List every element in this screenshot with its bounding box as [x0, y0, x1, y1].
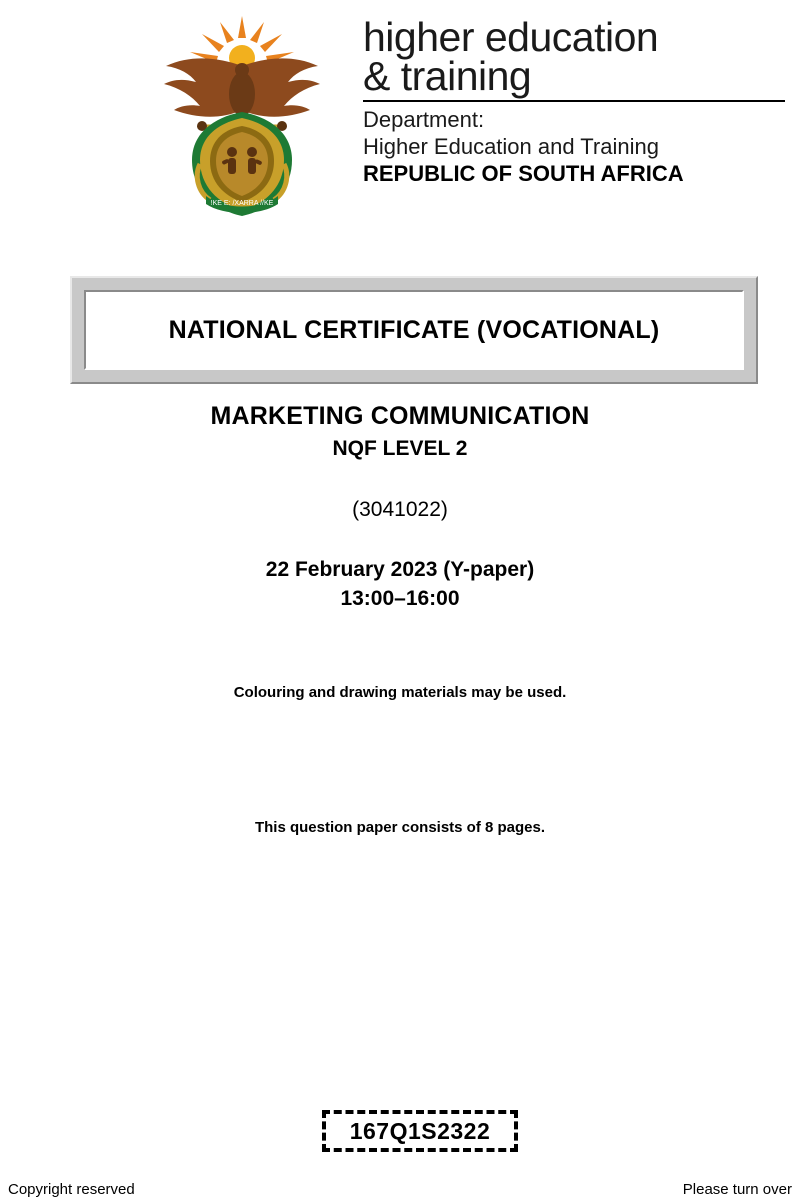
south-african-coat-of-arms-icon	[150, 14, 335, 219]
dept-name: Higher Education and Training	[363, 134, 659, 159]
materials-note: Colouring and drawing materials may be used.	[233, 684, 567, 701]
page-count-note: This question paper consists of 8 pages.	[254, 819, 546, 836]
nqf-level: NQF LEVEL 2	[332, 437, 468, 460]
dept-divider	[363, 100, 785, 102]
exam-date: 22 February 2023 (Y-paper)	[265, 558, 535, 581]
certificate-title-inner	[84, 290, 744, 370]
copyright-notice: Copyright reserved	[8, 1181, 135, 1198]
paper-id-badge	[322, 1110, 518, 1152]
document-header	[0, 8, 800, 223]
exam-details	[0, 400, 800, 838]
dept-country: REPUBLIC OF SOUTH AFRICA	[363, 161, 684, 186]
page-footer	[0, 1180, 800, 1201]
certificate-title-box	[70, 276, 758, 384]
department-wordmark	[363, 14, 788, 188]
exam-time: 13:00–16:00	[340, 587, 460, 610]
dept-title-line-1: higher education	[363, 14, 659, 60]
svg-text:!KE E: /XARRA //KE: !KE E: /XARRA //KE	[210, 200, 274, 207]
paper-id-value: 167Q1S2322	[349, 1117, 491, 1144]
dept-label: Department:	[363, 107, 485, 132]
page-title: NATIONAL CERTIFICATE (VOCATIONAL)	[168, 315, 660, 344]
turn-over-notice: Please turn over	[682, 1181, 792, 1198]
subject-name: MARKETING COMMUNICATION	[210, 402, 590, 430]
dept-title-line-2: & training	[363, 53, 532, 99]
subject-code: (3041022)	[352, 498, 448, 521]
